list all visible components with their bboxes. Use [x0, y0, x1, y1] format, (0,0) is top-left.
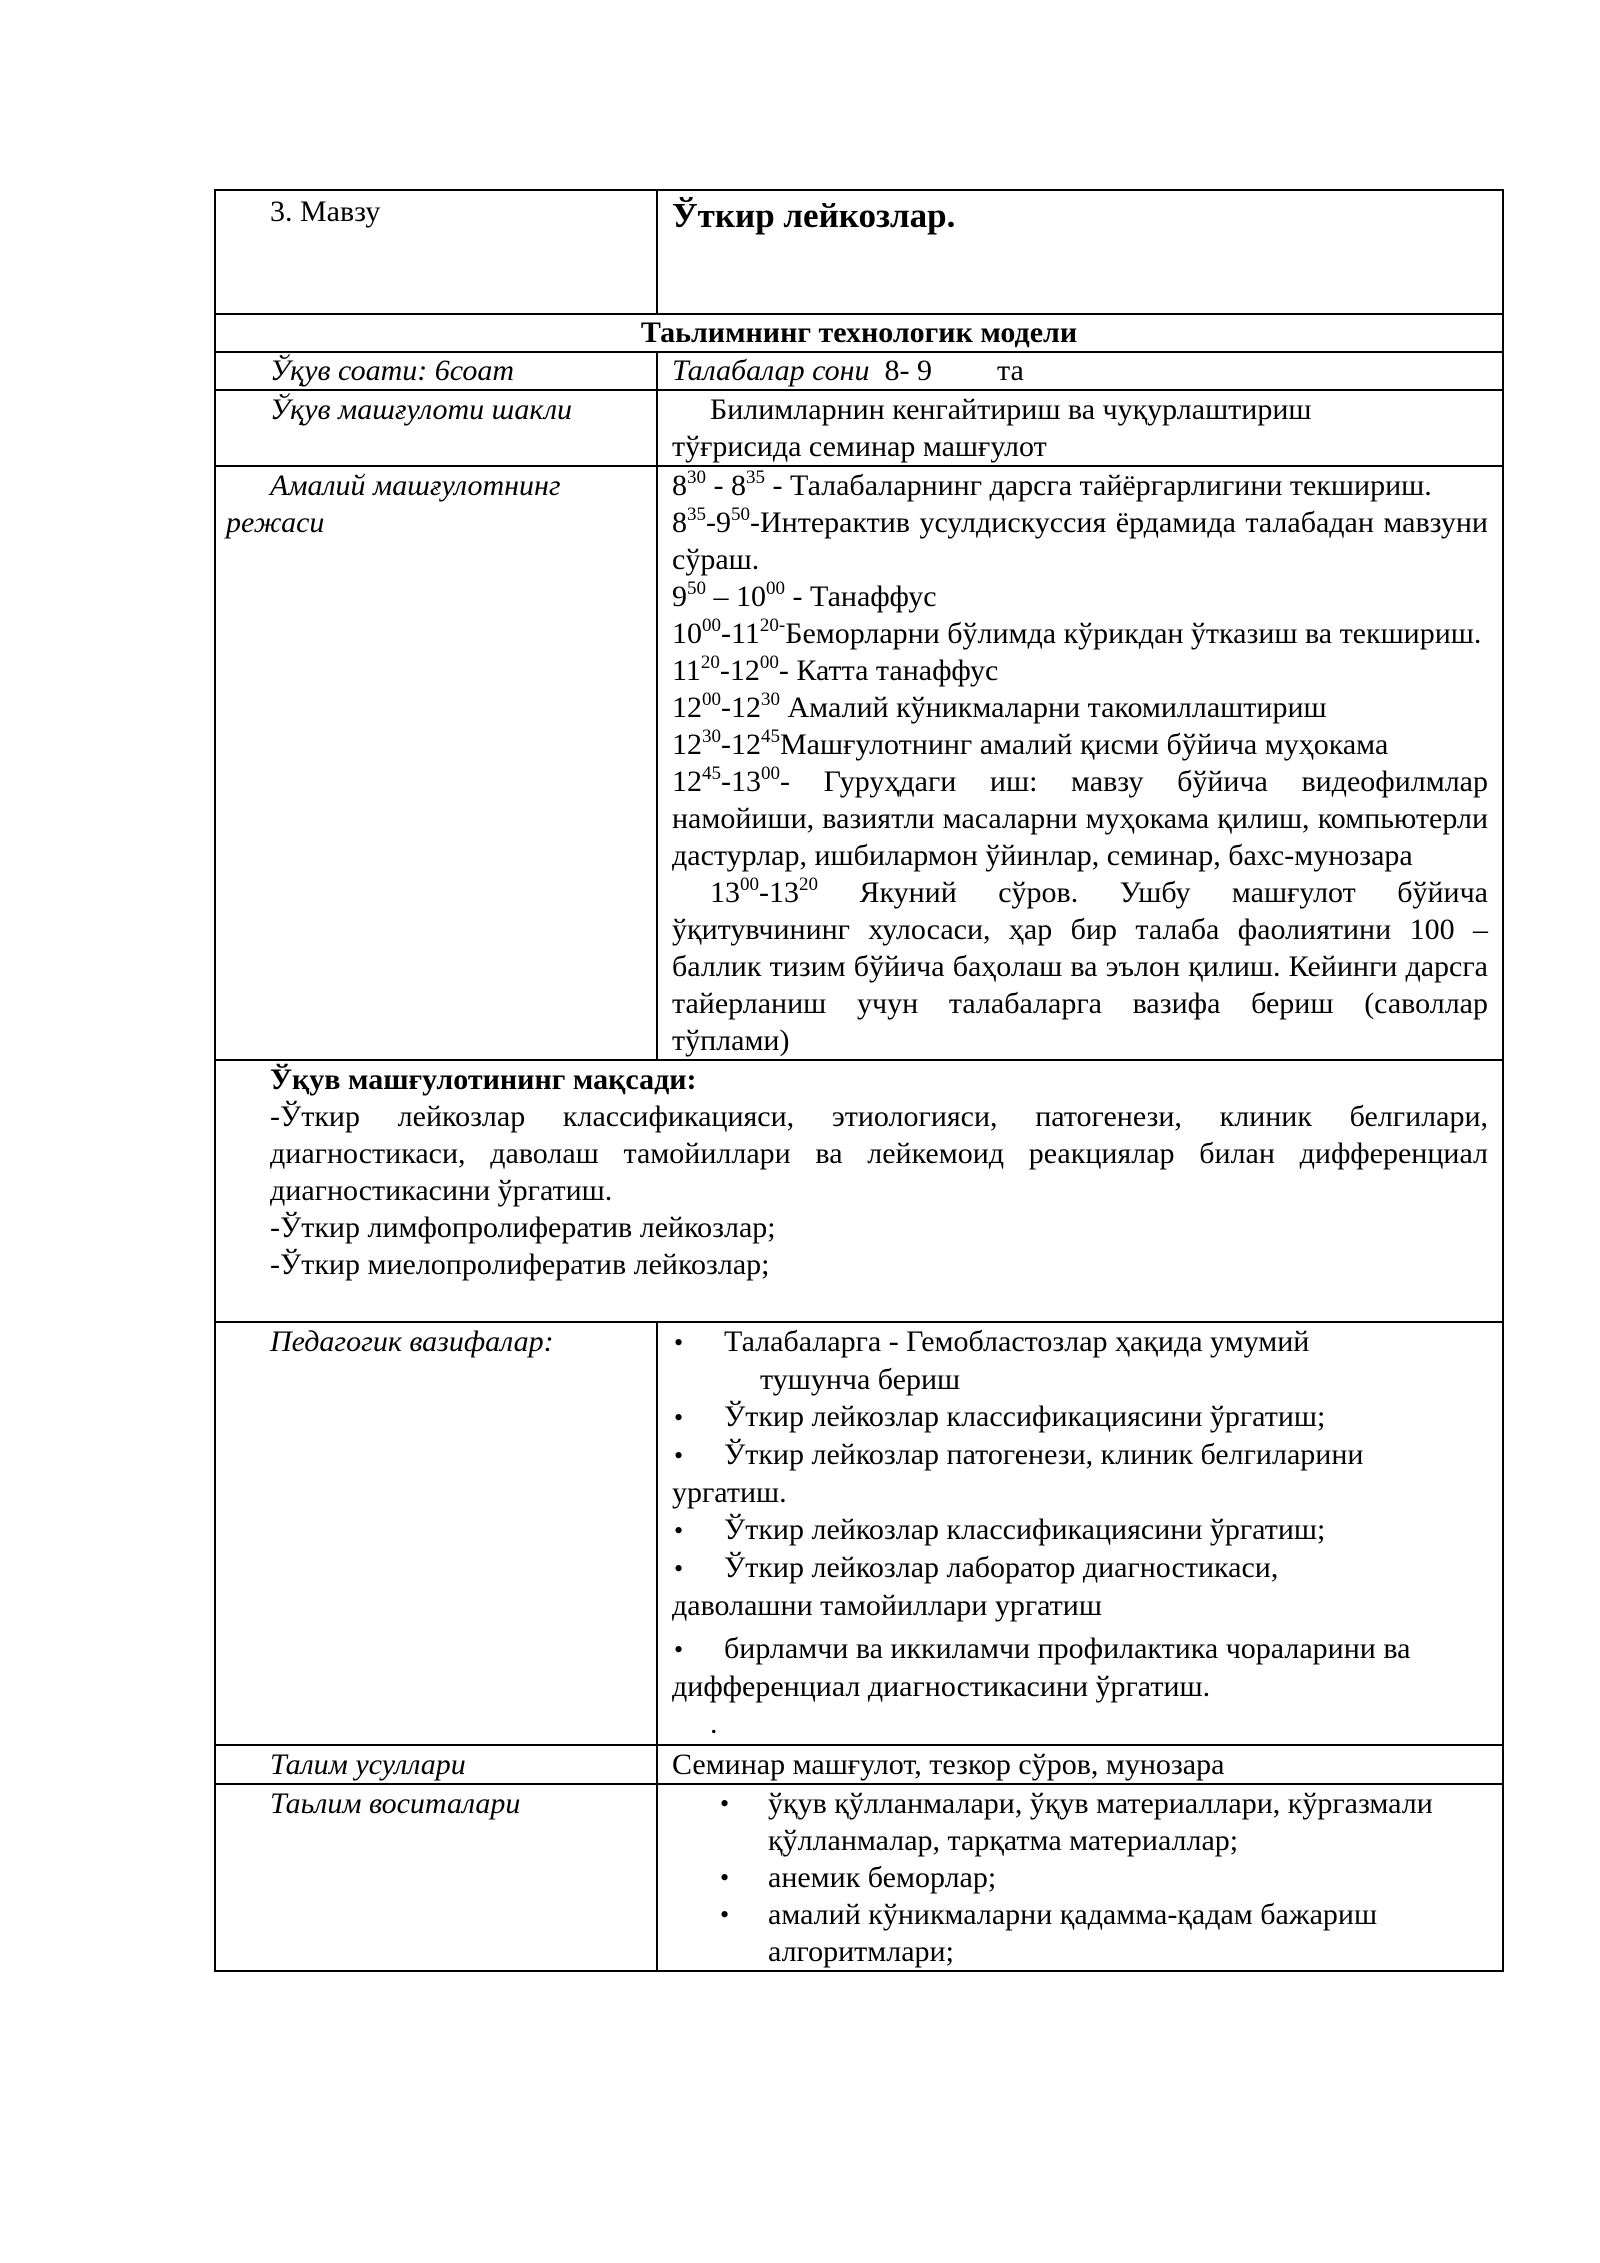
plan-item [672, 874, 1488, 1059]
bullet-icon: • [674, 1441, 684, 1470]
tool-item [720, 1896, 1488, 1970]
task-item-continuation: тушунча бериш [760, 1363, 961, 1396]
task-item-continuation: дифференциал диагностикасини ўргатиш. [672, 1670, 1211, 1703]
tool-item [720, 1785, 1488, 1859]
time-minutes: 00 [759, 652, 779, 673]
plan-item-text: - Гуруҳдаги иш: мавзу бўйича видеофилмлар намойиши, вазиятли масаларни муҳокама қилиш, компьютерли дастурлар, ишбилармон ўйинлар, семинар, бахс-мунозара [672, 765, 1488, 872]
time-minutes: 50 [731, 504, 750, 525]
tool-item-text: анемик беморлар; [768, 1861, 997, 1894]
form-value-line2: тўғрисида семинар машғулот [672, 430, 1047, 463]
time-separator: - [759, 876, 769, 909]
methods-value: Семинар машғулот, тезкор сўров, мунозара [657, 1745, 1503, 1784]
goal-line: -Ўткир миелопролифератив лейкозлар; [270, 1248, 770, 1281]
time-minutes: 20 [700, 652, 720, 673]
time-minutes: 30 [702, 726, 721, 747]
time-minutes: 20- [759, 615, 786, 636]
goal-heading: Ўқув машғулотининг мақсади: [270, 1063, 697, 1096]
time-minutes: 00 [702, 615, 721, 636]
tasks-list [672, 1323, 1488, 1705]
plan-label-cell [215, 466, 657, 1060]
task-item-text: бирламчи ва иккиламчи профилактика чораларини ва [724, 1632, 1411, 1665]
plan-item-text: Якуний сўров. Ушбу машғулот бўйича ўқитувчининг хулосаси, ҳар бир талаба фаолиятини 100 – баллик тизим бўйича баҳолаш ва эълон қилиш. Кейинги дарсга тайерланиш учун талабаларга вазифа бериш (саволлар тўплами) [672, 876, 1488, 1057]
model-header: Таьлимнинг технологик модели [215, 314, 1503, 352]
time-minutes: 45 [761, 726, 780, 747]
tasks-label: Педагогик вазифалар: [215, 1322, 657, 1745]
time-hour: 12 [731, 691, 761, 724]
time-hour: 8 [731, 469, 746, 502]
task-item [672, 1436, 1488, 1511]
form-row [215, 390, 1503, 466]
hours-label: Ўқув соати: 6соат [215, 352, 657, 390]
time-hour: 13 [731, 765, 761, 798]
plan-items [672, 467, 1488, 1059]
bullet-icon: • [674, 1554, 684, 1583]
tools-cell [657, 1784, 1503, 1971]
goal-line: -Ўткир лимфопролифератив лейкозлар; [270, 1211, 776, 1244]
task-item [672, 1398, 1488, 1436]
time-hour: 13 [710, 876, 740, 909]
plan-item-text: -Интерактив усулдискуссия ёрдамида талабадан мавзуни сўраш. [672, 506, 1488, 576]
students-label: Талабалар сони [672, 354, 870, 387]
time-hour: 11 [672, 654, 701, 687]
tasks-cell [657, 1322, 1503, 1745]
topic-title: Ўткир лейкозлар. [657, 190, 1503, 314]
task-item-continuation: даволашни тамойиллари ургатиш [672, 1589, 1102, 1622]
plan-item-text: - Катта танаффус [778, 654, 999, 687]
plan-item [672, 726, 1488, 763]
task-item-text: Ўткир лейкозлар классификациясини ўргатиш; [724, 1400, 1326, 1433]
plan-item-text: Беморларни бўлимда кўрикдан ўтказиш ва текшириш. [785, 617, 1482, 650]
time-minutes: 50 [687, 578, 706, 599]
plan-item [672, 504, 1488, 578]
plan-item-text: Амалий кўникмаларни такомиллаштириш [780, 691, 1327, 724]
time-hour: 12 [672, 728, 702, 761]
students-value: 8- 9 [884, 354, 933, 387]
students-cell [657, 352, 1503, 390]
time-hour: 12 [731, 728, 761, 761]
goal-cell [215, 1060, 1503, 1322]
time-separator: - [721, 765, 731, 798]
task-item-continuation: ургатиш. [672, 1476, 787, 1509]
tools-row [215, 1784, 1503, 1971]
time-separator: - [721, 617, 731, 650]
tasks-trailing: . [710, 1707, 718, 1740]
task-item-text: Талабаларга - Гемобластозлар ҳақида умумий [724, 1325, 1310, 1358]
form-label: Ўқув машғулоти шакли [215, 390, 657, 466]
model-header-row [215, 314, 1503, 352]
plan-label: Амалий машғулотнинг режаси [226, 469, 561, 539]
plan-item [672, 689, 1488, 726]
bullet-icon: • [720, 1863, 730, 1892]
topic-row [215, 190, 1503, 314]
plan-item-text: - Танаффус [785, 580, 937, 613]
plan-item [672, 615, 1488, 652]
time-hour: 12 [672, 765, 702, 798]
goal-line: -Ўткир лейкозлар классификацияси, этиологияси, патогенези, клиник белгилари, диагностикаси, даволаш тамойиллари ва лейкемоид реакциялар билан дифференциал диагностикасини ўргатиш. [270, 1100, 1488, 1207]
time-hour: 11 [731, 617, 760, 650]
time-minutes: 20 [799, 874, 818, 895]
time-separator: - [721, 691, 731, 724]
task-item [672, 1323, 1488, 1398]
plan-item [672, 467, 1488, 504]
plan-row [215, 466, 1503, 1060]
task-item-text: Ўткир лейкозлар классификациясини ўргатиш; [724, 1513, 1326, 1546]
bullet-icon: • [720, 1789, 730, 1818]
time-hour: 9 [672, 580, 687, 613]
tool-item-text: амалий кўникмаларни қадамма-қадам бажариш алгоритмлари; [768, 1898, 1378, 1968]
time-minutes: 00 [702, 689, 721, 710]
time-minutes: 30 [687, 467, 706, 488]
task-item-text: Ўткир лейкозлар патогенези, клиник белгиларини [724, 1438, 1364, 1471]
lesson-plan-table [214, 189, 1504, 1972]
tools-label: Таьлим воситалари [215, 1784, 657, 1971]
form-value [657, 390, 1503, 466]
task-item [672, 1511, 1488, 1549]
time-hour: 12 [729, 654, 760, 687]
tool-item-text: ўқув қўлланмалари, ўқув материаллари, кўргазмали қўлланмалар, тарқатма материаллар; [768, 1787, 1433, 1857]
time-separator: - [706, 506, 716, 539]
time-hour: 10 [672, 617, 702, 650]
tasks-row [215, 1322, 1503, 1745]
time-minutes: 30 [761, 689, 780, 710]
plan-item [672, 763, 1488, 874]
tool-item [720, 1859, 1488, 1896]
goal-row [215, 1060, 1503, 1322]
task-item-text: Ўткир лейкозлар лаборатор диагностикаси, [724, 1551, 1279, 1584]
time-minutes: 45 [702, 763, 721, 784]
plan-item-text: - Талабаларнинг дарсга тайёргарлигини текшириш. [765, 469, 1432, 502]
task-item [672, 1630, 1488, 1705]
hours-row [215, 352, 1503, 390]
bullet-icon: • [720, 1900, 730, 1929]
plan-schedule [657, 466, 1503, 1060]
time-minutes: 00 [761, 763, 780, 784]
task-item [672, 1549, 1488, 1624]
time-separator: – [706, 580, 736, 613]
bullet-icon: • [674, 1516, 684, 1545]
time-hour: 9 [716, 506, 731, 539]
students-unit: та [997, 354, 1024, 387]
topic-label: 3. Мавзу [215, 190, 657, 314]
time-hour: 8 [672, 469, 687, 502]
plan-item [672, 652, 1488, 689]
methods-row [215, 1745, 1503, 1784]
bullet-icon: • [674, 1635, 684, 1664]
time-hour: 10 [736, 580, 766, 613]
time-separator: - [706, 469, 731, 502]
bullet-icon: • [674, 1403, 684, 1432]
time-minutes: 35 [687, 504, 706, 525]
time-hour: 12 [672, 691, 702, 724]
time-hour: 13 [769, 876, 799, 909]
time-hour: 8 [672, 506, 687, 539]
time-minutes: 00 [740, 874, 759, 895]
methods-label: Талим усуллари [215, 1745, 657, 1784]
plan-item-text: Машғулотнинг амалий қисми бўйича муҳокама [780, 728, 1389, 761]
bullet-icon: • [674, 1328, 684, 1357]
time-separator: - [721, 728, 731, 761]
time-minutes: 00 [766, 578, 785, 599]
form-value-line1: Билимларнин кенгайтириш ва чуқурлаштириш [710, 393, 1312, 426]
tools-list [672, 1785, 1488, 1970]
time-separator: - [719, 654, 730, 687]
time-minutes: 35 [746, 467, 765, 488]
plan-item [672, 578, 1488, 615]
